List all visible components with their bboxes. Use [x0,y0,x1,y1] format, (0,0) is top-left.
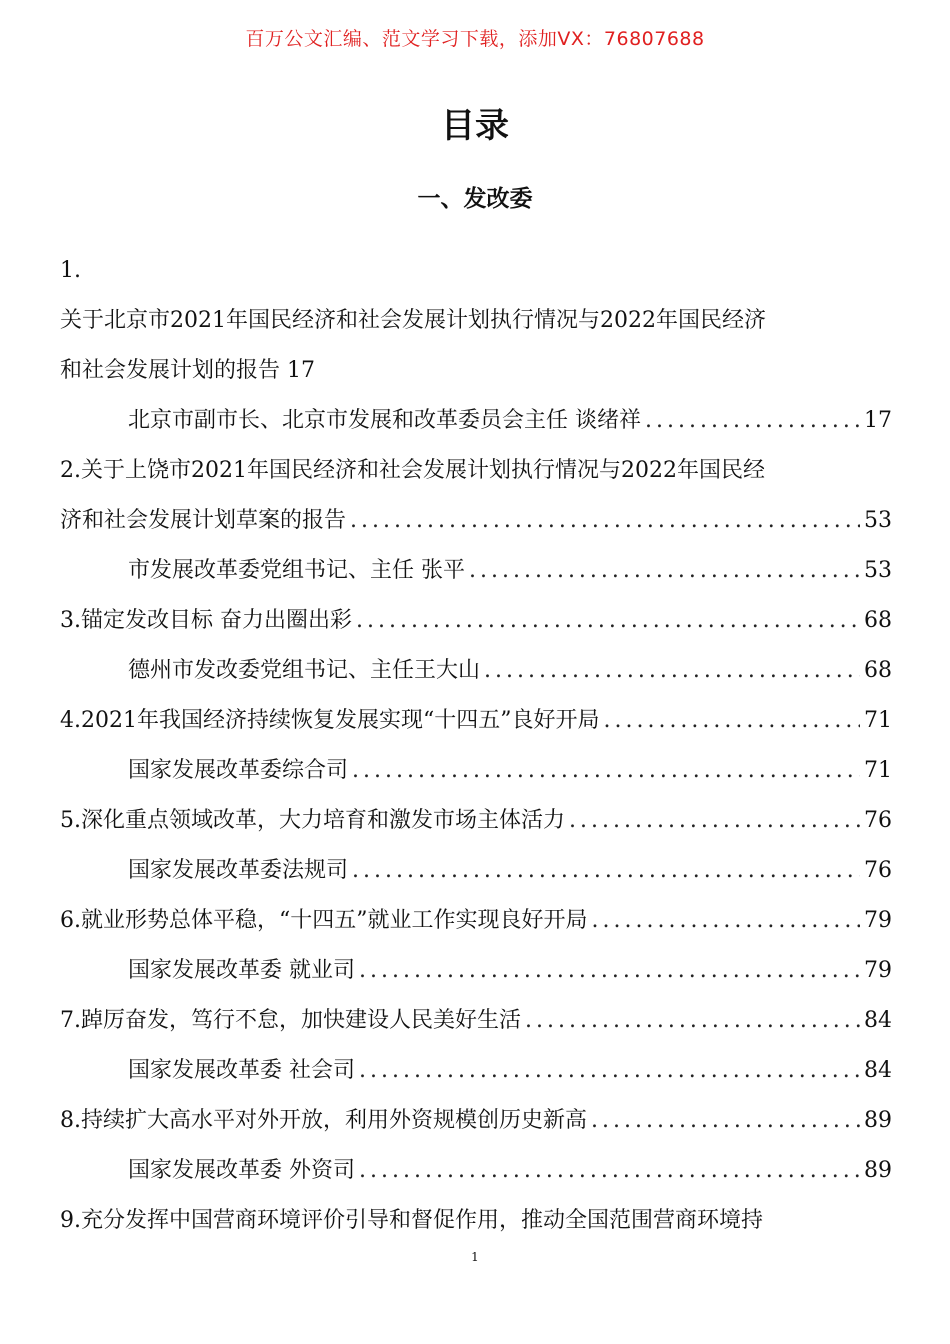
toc-entry-title: 4.2021年我国经济持续恢复发展实现“十四五”良好开局 [60,708,600,733]
toc-subentry[interactable] [60,396,892,446]
dot-leader [352,846,860,896]
toc-subentry-author: 国家发展改革委 外资司 [128,1158,355,1183]
dot-leader [359,946,860,996]
dot-leader [592,896,861,946]
toc-page-number: 68 [864,608,892,633]
toc-page-number: 53 [864,508,892,533]
toc-page-number: 84 [864,1008,892,1033]
toc-subentry-author: 德州市发改委党组书记、主任王大山 [128,658,481,683]
toc-entry-title: 6.就业形势总体平稳，“十四五”就业工作实现良好开局 [60,908,588,933]
toc-subentry-author: 国家发展改革委 就业司 [128,958,355,983]
toc-subentry[interactable] [60,646,892,696]
dot-leader [525,996,860,1046]
dot-leader [569,796,860,846]
dot-leader [603,696,860,746]
watermark-banner: 百万公文汇编、范文学习下载，添加VX：76807688 [245,28,705,50]
section-heading: 一、发改委 [417,186,533,212]
toc-entry-title: 3.锚定发改目标 奋力出圈出彩 [60,608,352,633]
toc-page-number: 76 [864,808,892,833]
toc-entry-title-line2: 济和社会发展计划草案的报告 [60,508,347,533]
toc-subentry[interactable] [60,846,892,896]
toc-page-number: 79 [864,958,892,983]
toc-entry-title-line1[interactable]: 关于北京市2021年国民经济和社会发展计划执行情况与2022年国民经济 [60,308,766,333]
dot-leader [645,396,860,446]
dot-leader [359,1046,860,1096]
toc-entry[interactable] [60,596,892,646]
toc-entry-title: 8.持续扩大高水平对外开放，利用外资规模创历史新高 [60,1108,587,1133]
toc-entry[interactable] [60,1096,892,1146]
toc-subentry[interactable] [60,946,892,996]
toc-entry-title-line1[interactable]: 2.关于上饶市2021年国民经济和社会发展计划执行情况与2022年国民经 [60,458,765,483]
dot-leader [352,746,860,796]
dot-leader [350,496,860,546]
toc-entry[interactable] [60,496,892,546]
page-title: 目录 [441,106,509,146]
toc-page-number: 17 [864,408,892,433]
toc-entry-title: 5.深化重点领域改革，大力培育和激发市场主体活力 [60,808,565,833]
toc-page-number: 71 [864,708,892,733]
table-of-contents [60,246,892,1246]
toc-subentry-author: 国家发展改革委法规司 [128,858,349,883]
toc-subentry[interactable] [60,1146,892,1196]
dot-leader [359,1146,860,1196]
toc-entry-title-line2[interactable]: 和社会发展计划的报告 17 [60,358,315,383]
toc-page-number: 71 [864,758,892,783]
dot-leader [484,646,860,696]
toc-subentry-author: 市发展改革委党组书记、主任 张平 [128,558,465,583]
dot-leader [469,546,860,596]
toc-page-number: 53 [864,558,892,583]
toc-page-number: 84 [864,1058,892,1083]
toc-page-number: 89 [864,1108,892,1133]
toc-page-number: 89 [864,1158,892,1183]
toc-entry[interactable] [60,696,892,746]
toc-entry-title: 7.踔厉奋发，笃行不怠，加快建设人民美好生活 [60,1008,521,1033]
dot-leader [356,596,860,646]
toc-subentry[interactable] [60,746,892,796]
toc-subentry[interactable] [60,546,892,596]
toc-page-number: 76 [864,858,892,883]
toc-entry-number[interactable]: 1. [60,258,81,283]
page-number: 1 [471,1250,479,1264]
toc-subentry[interactable] [60,1046,892,1096]
toc-entry[interactable] [60,996,892,1046]
toc-subentry-author: 北京市副市长、北京市发展和改革委员会主任 谈绪祥 [128,408,641,433]
toc-page-number: 68 [864,658,892,683]
toc-subentry-author: 国家发展改革委综合司 [128,758,349,783]
toc-entry[interactable] [60,796,892,846]
dot-leader [591,1096,860,1146]
toc-page-number: 79 [864,908,892,933]
toc-entry[interactable] [60,896,892,946]
toc-subentry-author: 国家发展改革委 社会司 [128,1058,355,1083]
toc-entry-title-line1[interactable]: 9.充分发挥中国营商环境评价引导和督促作用，推动全国范围营商环境持 [60,1208,763,1233]
